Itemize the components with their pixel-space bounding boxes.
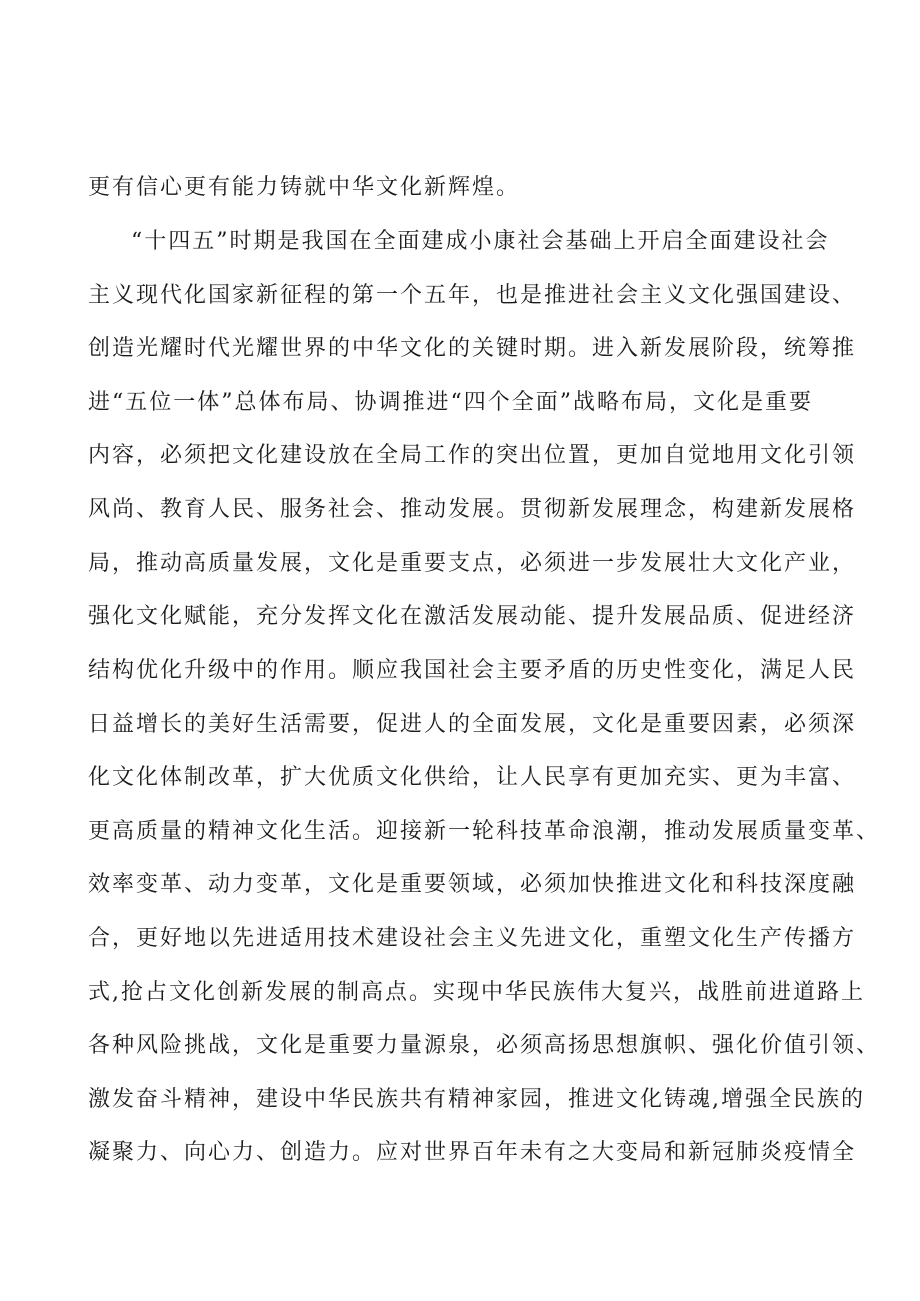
text-line: 结构优化升级中的作用。顺应我国社会主要矛盾的历史性变化，满足人民 <box>88 658 857 683</box>
text-line: 效率变革、动力变革，文化是重要领域，必须加快推进文化和科技深度融 <box>88 872 857 897</box>
text-line: 强化文化赋能，充分发挥文化在激活发展动能、提升发展品质、促进经济 <box>88 604 857 629</box>
text-line: 更高质量的精神文化生活。迎接新一轮科技革命浪潮，推动发展质量变革、 <box>88 819 881 844</box>
text-line: 风尚、教育人民、服务社会、推动发展。贯彻新发展理念，构建新发展格 <box>88 497 857 522</box>
text-line: 进“五位一体”总体布局、协调推进“四个全面”战略布局，文化是重要 <box>88 390 813 415</box>
text-line: 主义现代化国家新征程的第一个五年，也是推进社会主义文化强国建设、 <box>88 283 857 308</box>
text-line: “十四五”时期是我国在全面建成小康社会基础上开启全面建设社会 <box>131 229 830 254</box>
text-line: 内容，必须把文化建设放在全局工作的突出位置，更加自觉地用文化引领 <box>88 443 857 468</box>
text-line: 式,抢占文化创新发展的制高点。实现中华民族伟大复兴，战胜前进道路上 <box>88 980 865 1005</box>
text-line: 合，更好地以先进适用技术建设社会主义先进文化，重塑文化生产传播方 <box>88 926 857 951</box>
text-line: 激发奋斗精神，建设中华民族共有精神家园，推进文化铸魂,增强全民族的 <box>88 1087 865 1112</box>
text-line: 化文化体制改革，扩大优质文化供给，让人民享有更加充实、更为丰富、 <box>88 765 857 790</box>
text-line: 更有信心更有能力铸就中华文化新辉煌。 <box>88 175 521 200</box>
text-line: 日益增长的美好生活需要，促进人的全面发展，文化是重要因素，必须深 <box>88 712 857 737</box>
text-line: 凝聚力、向心力、创造力。应对世界百年未有之大变局和新冠肺炎疫情全 <box>88 1140 857 1165</box>
text-line: 创造光耀时代光耀世界的中华文化的关键时期。进入新发展阶段，统筹推 <box>88 336 857 361</box>
text-line: 各种风险挑战，文化是重要力量源泉，必须高扬思想旗帜、强化价值引领、 <box>88 1033 881 1058</box>
text-line: 局，推动高质量发展，文化是重要支点，必须进一步发展壮大文化产业， <box>88 551 857 576</box>
